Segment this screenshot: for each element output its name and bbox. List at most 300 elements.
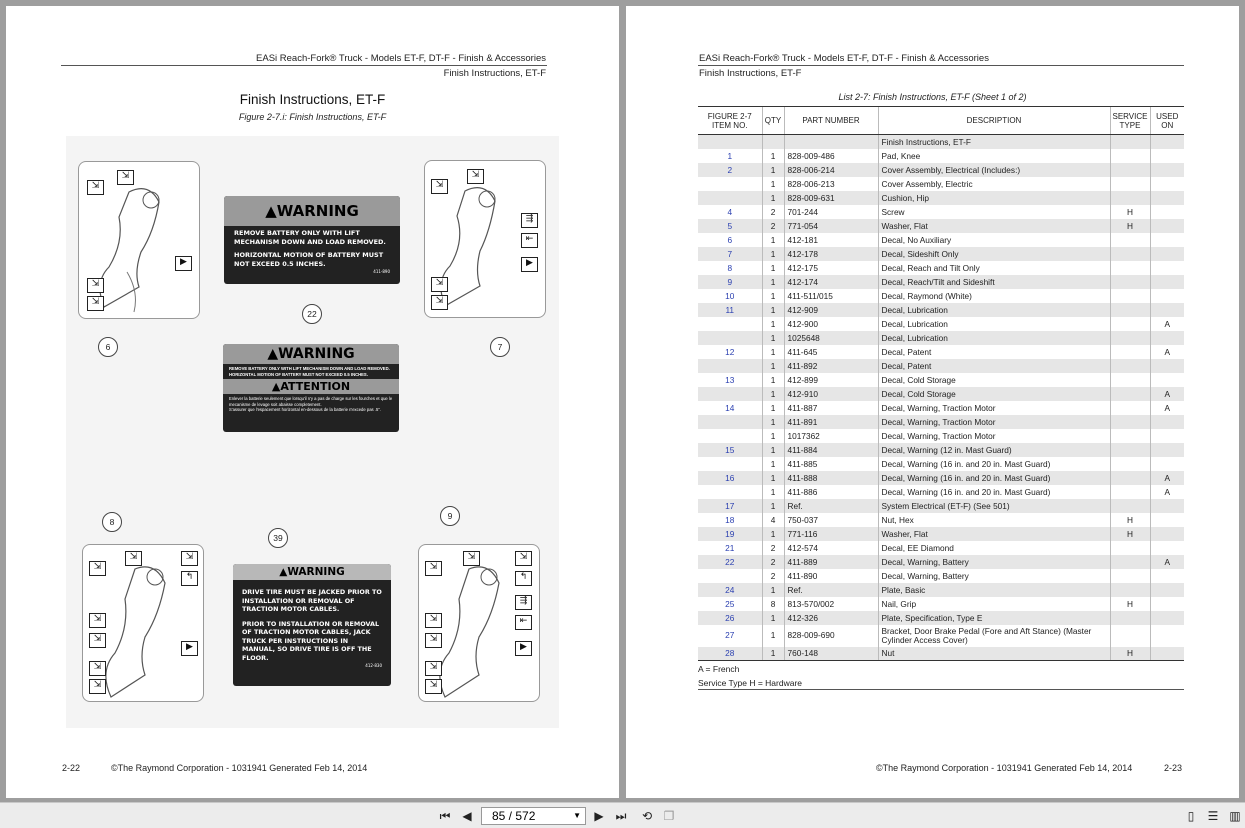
used-on-cell xyxy=(1150,647,1184,661)
table-row xyxy=(698,373,1184,387)
description-cell: Decal, Warning, Traction Motor xyxy=(878,401,1110,415)
table-row xyxy=(698,345,1184,359)
footnote-service-type: Service Type H = Hardware xyxy=(698,678,803,688)
decal-icon: ▶ xyxy=(521,257,538,272)
table-row xyxy=(698,647,1184,661)
item-no-cell xyxy=(698,191,762,205)
attention-heading: ▲ATTENTION xyxy=(223,379,399,394)
item-no-cell[interactable]: 1 xyxy=(727,150,733,161)
description-cell: Plate, Basic xyxy=(878,583,1110,597)
truck-view-bottom-left xyxy=(82,544,204,702)
description-cell: Decal, Reach and Tilt Only xyxy=(878,261,1110,275)
table-row xyxy=(698,555,1184,569)
decal-icon: ⇲ xyxy=(515,551,532,566)
figure-caption: Figure 2-7.i: Finish Instructions, ET-F xyxy=(238,112,387,122)
qty-cell: 2 xyxy=(762,541,784,555)
header-line1: EASi Reach-Fork® Truck - Models ET-F, DT-F - Finish & Accessories xyxy=(699,53,989,64)
header-line2: Finish Instructions, ET-F xyxy=(699,68,802,79)
qty-cell: 1 xyxy=(762,625,784,647)
item-no-cell[interactable]: 18 xyxy=(725,514,735,525)
callout-8: 8 xyxy=(102,512,122,532)
qty-cell: 1 xyxy=(762,457,784,471)
used-on-cell xyxy=(1150,597,1184,611)
warning-text: PRIOR TO INSTALLATION OR REMOVAL OF TRACTION MOTOR CABLES, JACK TRUCK PER INSTRUCTIONS IN MANUAL, SO DRIVE TIRE IS OFF THE FLOOR. xyxy=(242,619,380,662)
description-cell: Washer, Flat xyxy=(878,527,1110,541)
item-no-cell[interactable]: 14 xyxy=(725,402,735,413)
description-cell: Cover Assembly, Electrical (Includes:) xyxy=(878,163,1110,177)
part-number-cell: 412-909 xyxy=(784,303,878,317)
truck-view-top-right xyxy=(424,160,546,318)
part-number-cell: 411-889 xyxy=(784,555,878,569)
item-no-cell[interactable]: 19 xyxy=(698,527,762,541)
used-on-cell xyxy=(1150,415,1184,429)
description-cell: Nail, Grip xyxy=(878,597,1110,611)
description-cell: Nut xyxy=(878,647,1110,661)
decal-icon: ⇤ xyxy=(521,233,538,248)
warning-decal-2 xyxy=(223,344,399,432)
decal-icon: ⇲ xyxy=(89,679,106,694)
qty-cell: 1 xyxy=(762,611,784,625)
decal-icon: ⇲ xyxy=(89,613,106,628)
used-on-cell: A xyxy=(1150,471,1184,485)
service-type-cell xyxy=(1110,499,1150,513)
table-row xyxy=(698,625,1184,647)
decal-icon: ⇲ xyxy=(87,278,104,293)
table-row xyxy=(698,387,1184,401)
used-on-cell xyxy=(1150,233,1184,247)
description-cell: Decal, Cold Storage xyxy=(878,387,1110,401)
service-type-cell xyxy=(1110,387,1150,401)
item-no-cell[interactable]: 17 xyxy=(698,499,762,513)
prev-page-icon[interactable]: ◀ xyxy=(462,809,472,823)
description-cell: Decal, Warning (16 in. and 20 in. Mast Guard) xyxy=(878,457,1110,471)
description-cell: Decal, No Auxiliary xyxy=(878,233,1110,247)
truck-view-top-left xyxy=(78,161,200,319)
first-page-icon[interactable]: ⏮ xyxy=(439,809,451,823)
table-row xyxy=(698,275,1184,289)
column-header: DESCRIPTION xyxy=(878,107,1110,135)
table-row xyxy=(698,527,1184,541)
qty-cell: 1 xyxy=(762,471,784,485)
callout-22: 22 xyxy=(302,304,322,324)
warning-text: REMOVE BATTERY ONLY WITH LIFT MECHANISM DOWN AND LOAD REMOVED. xyxy=(229,366,390,371)
item-no-cell[interactable]: 28 xyxy=(698,647,762,661)
item-no-cell[interactable]: 25 xyxy=(725,598,735,609)
used-on-cell: A xyxy=(1150,345,1184,359)
used-on-cell xyxy=(1150,331,1184,345)
decal-icon: ⇲ xyxy=(89,633,106,648)
decal-icon: ⇲ xyxy=(89,661,106,676)
used-on-cell xyxy=(1150,513,1184,527)
service-type-cell xyxy=(1110,429,1150,443)
used-on-cell xyxy=(1150,149,1184,163)
part-number-cell: 828-009-631 xyxy=(784,191,878,205)
warning-heading: ▲WARNING xyxy=(224,196,400,226)
item-no-cell xyxy=(698,429,762,443)
warning-text: HORIZONTAL MOTION OF BATTERY MUST NOT EXCEED 0.5 INCHES. xyxy=(229,371,368,377)
used-on-cell xyxy=(1150,625,1184,647)
last-page-icon[interactable]: ⏭ xyxy=(615,809,627,823)
table-row xyxy=(698,359,1184,373)
item-no-cell[interactable]: 24 xyxy=(698,583,762,597)
qty-cell: 1 xyxy=(762,359,784,373)
description-cell: Decal, Warning, Traction Motor xyxy=(878,415,1110,429)
page-indicator: 85 / 572 xyxy=(492,809,536,823)
item-no-cell[interactable]: 8 xyxy=(727,262,733,273)
right-page xyxy=(626,6,1239,798)
used-on-cell xyxy=(1150,457,1184,471)
qty-cell: 1 xyxy=(762,331,784,345)
table-row xyxy=(698,205,1184,219)
qty-cell: 1 xyxy=(762,345,784,359)
table-row xyxy=(698,149,1184,163)
qty-cell: 4 xyxy=(762,513,784,527)
part-number-cell: 771-116 xyxy=(784,527,878,541)
part-number-cell: Ref. xyxy=(784,583,878,597)
attention-text: Enlever la batterie seulement que lorsqu'il n'y a pas de charge sur les fourches et que le mecanisme de levage soit abaisse completement. xyxy=(229,396,393,407)
continuous-view-icon[interactable]: ☰ xyxy=(1207,809,1219,823)
decal-code: 412-830 xyxy=(365,663,382,668)
callout-6: 6 xyxy=(98,337,118,357)
description-cell: Decal, Warning (12 in. Mast Guard) xyxy=(878,443,1110,457)
description-cell: Screw xyxy=(878,205,1110,219)
decal-icon: ⇲ xyxy=(125,551,142,566)
page-number: 2-22 xyxy=(62,763,81,773)
description-cell: Decal, Warning, Traction Motor xyxy=(878,429,1110,443)
part-number-cell: 411-888 xyxy=(784,471,878,485)
decal-icon: ⇲ xyxy=(87,296,104,311)
used-on-cell xyxy=(1150,569,1184,583)
used-on-cell xyxy=(1150,429,1184,443)
qty-cell: 1 xyxy=(762,415,784,429)
item-no-cell[interactable]: 10 xyxy=(725,290,735,301)
table-row xyxy=(698,331,1184,345)
used-on-cell: A xyxy=(1150,387,1184,401)
item-no-cell[interactable]: 7 xyxy=(698,247,762,261)
qty-cell: 2 xyxy=(762,205,784,219)
service-type-cell xyxy=(1110,345,1150,359)
table-row xyxy=(698,317,1184,331)
table-row xyxy=(698,541,1184,555)
description-cell: Decal, Lubrication xyxy=(878,303,1110,317)
decal-icon: ⇲ xyxy=(117,170,134,185)
qty-cell: 1 xyxy=(762,373,784,387)
item-no-cell[interactable]: 2 xyxy=(698,163,762,177)
service-type-cell xyxy=(1110,149,1150,163)
footnote-rule xyxy=(698,689,1184,690)
decal-icon: ▶ xyxy=(175,256,192,271)
decal-icon: ↰ xyxy=(515,571,532,586)
decal-icon: ⇲ xyxy=(89,561,106,576)
page-title: Finish Instructions, ET-F xyxy=(239,92,386,107)
description-cell: Decal, Lubrication xyxy=(878,331,1110,345)
table-row xyxy=(698,247,1184,261)
next-page-icon[interactable]: ▶ xyxy=(594,809,604,823)
column-header: PART NUMBER xyxy=(784,107,878,135)
column-header: USED ON xyxy=(1150,107,1184,135)
table-row xyxy=(698,401,1184,415)
table-header-row xyxy=(698,107,1184,135)
part-number-cell: 828-006-213 xyxy=(784,177,878,191)
qty-cell: 1 xyxy=(762,303,784,317)
table-row xyxy=(698,569,1184,583)
service-type-cell xyxy=(1110,191,1150,205)
part-number-cell: 411-890 xyxy=(784,569,878,583)
item-no-cell[interactable]: 27 xyxy=(725,630,735,640)
decal-code: 411-890 xyxy=(373,269,390,274)
part-number-cell: 412-900 xyxy=(784,317,878,331)
used-on-cell xyxy=(1150,177,1184,191)
part-number-cell: 411-887 xyxy=(784,401,878,415)
part-number-cell: 412-178 xyxy=(784,247,878,261)
part-number-cell: 412-910 xyxy=(784,387,878,401)
table-row xyxy=(698,583,1184,597)
service-type-cell: H xyxy=(1110,527,1150,541)
viewer-toolbar xyxy=(0,802,1245,828)
item-no-cell[interactable]: 6 xyxy=(727,234,733,245)
description-cell: Cover Assembly, Electric xyxy=(878,177,1110,191)
service-type-cell xyxy=(1110,233,1150,247)
item-no-cell[interactable]: 12 xyxy=(725,346,735,357)
used-on-cell xyxy=(1150,191,1184,205)
decal-icon: ▶ xyxy=(181,641,198,656)
used-on-cell xyxy=(1150,135,1184,149)
page-footer: ©The Raymond Corporation - 1031941 Generated Feb 14, 2014 xyxy=(111,763,368,773)
item-no-cell xyxy=(698,331,762,345)
header-line1: EASi Reach-Fork® Truck - Models ET-F, DT-F - Finish & Accessories xyxy=(256,53,546,64)
qty-cell: 1 xyxy=(762,317,784,331)
callout-7: 7 xyxy=(490,337,510,357)
description-cell: System Electrical (ET-F) (See 501) xyxy=(878,499,1110,513)
item-no-cell[interactable]: 26 xyxy=(698,611,762,625)
description-cell: Finish Instructions, ET-F xyxy=(878,135,1110,149)
used-on-cell: A xyxy=(1150,317,1184,331)
column-header: SERVICE TYPE xyxy=(1110,107,1150,135)
part-number-cell: 411-885 xyxy=(784,457,878,471)
part-number-cell: 1017362 xyxy=(784,429,878,443)
description-cell: Decal, Reach/Tilt and Sideshift xyxy=(878,275,1110,289)
item-no-cell[interactable]: 5 xyxy=(698,219,762,233)
used-on-cell: A xyxy=(1150,485,1184,499)
item-no-cell[interactable]: 9 xyxy=(698,275,762,289)
part-number-cell: 411-884 xyxy=(784,443,878,457)
description-cell: Decal, Warning (16 in. and 20 in. Mast Guard) xyxy=(878,471,1110,485)
table-row xyxy=(698,499,1184,513)
decal-icon: ⇲ xyxy=(431,277,448,292)
used-on-cell xyxy=(1150,443,1184,457)
attention-text: S'assurer que l'espacement horizontal en-dessous de la batterie n'excede pas .5". xyxy=(229,407,381,412)
used-on-cell xyxy=(1150,373,1184,387)
page-number: 2-23 xyxy=(1164,763,1183,773)
decal-icon: ⇲ xyxy=(431,179,448,194)
part-number-cell: 701-244 xyxy=(784,205,878,219)
decal-icon: ⇶ xyxy=(521,213,538,228)
footnote-french: A = French xyxy=(698,664,740,674)
table-row xyxy=(698,429,1184,443)
item-no-cell xyxy=(698,415,762,429)
description-cell: Decal, Sideshift Only xyxy=(878,247,1110,261)
service-type-cell xyxy=(1110,611,1150,625)
item-no-cell[interactable]: 22 xyxy=(698,555,762,569)
decal-icon: ↰ xyxy=(181,571,198,586)
decal-icon: ⇲ xyxy=(425,633,442,648)
service-type-cell xyxy=(1110,555,1150,569)
warning-heading: ▲WARNING xyxy=(233,564,391,580)
used-on-cell: A xyxy=(1150,555,1184,569)
part-number-cell: 760-148 xyxy=(784,647,878,661)
description-cell: Decal, Cold Storage xyxy=(878,373,1110,387)
part-number-cell: 411-511/015 xyxy=(784,289,878,303)
list-title: List 2-7: Finish Instructions, ET-F (Sheet 1 of 2) xyxy=(838,92,1027,102)
decal-icon: ⇲ xyxy=(87,180,104,195)
two-page-icon[interactable]: ❐ xyxy=(663,809,675,823)
item-no-cell xyxy=(698,135,762,149)
qty-cell: 1 xyxy=(762,647,784,661)
qty-cell: 2 xyxy=(762,555,784,569)
part-number-cell: 411-891 xyxy=(784,415,878,429)
facing-view-icon[interactable]: ▥ xyxy=(1229,809,1241,823)
decal-icon: ⇲ xyxy=(425,561,442,576)
qty-cell: 2 xyxy=(762,219,784,233)
page-number-field[interactable] xyxy=(481,807,586,825)
rotate-icon[interactable]: ⟲ xyxy=(641,809,653,823)
table-row xyxy=(698,219,1184,233)
page-footer: ©The Raymond Corporation - 1031941 Generated Feb 14, 2014 xyxy=(876,763,1133,773)
used-on-cell xyxy=(1150,275,1184,289)
qty-cell: 1 xyxy=(762,429,784,443)
truck-view-bottom-right xyxy=(418,544,540,702)
description-cell: Decal, Warning (16 in. and 20 in. Mast Guard) xyxy=(878,485,1110,499)
decal-icon: ▶ xyxy=(515,641,532,656)
decal-icon: ⇲ xyxy=(463,551,480,566)
table-row xyxy=(698,513,1184,527)
description-cell: Pad, Knee xyxy=(878,149,1110,163)
service-type-cell xyxy=(1110,289,1150,303)
table-row xyxy=(698,289,1184,303)
description-cell: Bracket, Door Brake Pedal (Fore and Aft Stance) (Master Cylinder Access Cover) xyxy=(878,625,1110,647)
qty-cell: 1 xyxy=(762,289,784,303)
item-no-cell xyxy=(698,387,762,401)
item-no-cell xyxy=(698,485,762,499)
callout-39: 39 xyxy=(268,528,288,548)
table-row xyxy=(698,191,1184,205)
column-header: FIGURE 2-7 ITEM NO. xyxy=(698,107,762,135)
service-type-cell xyxy=(1110,485,1150,499)
description-cell: Decal, Warning, Battery xyxy=(878,569,1110,583)
service-type-cell xyxy=(1110,303,1150,317)
service-type-cell xyxy=(1110,569,1150,583)
service-type-cell xyxy=(1110,443,1150,457)
description-cell: Decal, Lubrication xyxy=(878,317,1110,331)
table-row xyxy=(698,443,1184,457)
qty-cell: 1 xyxy=(762,527,784,541)
decal-icon: ⇲ xyxy=(425,679,442,694)
part-number-cell: 828-009-486 xyxy=(784,149,878,163)
callout-9: 9 xyxy=(440,506,460,526)
item-no-cell[interactable]: 21 xyxy=(725,542,735,553)
table-row xyxy=(698,457,1184,471)
service-type-cell: H xyxy=(1110,513,1150,527)
warning-text: DRIVE TIRE MUST BE JACKED PRIOR TO INSTALLATION OR REMOVAL OF TRACTION MOTOR CABLES. xyxy=(242,588,382,613)
table-row xyxy=(698,163,1184,177)
qty-cell: 1 xyxy=(762,387,784,401)
used-on-cell xyxy=(1150,303,1184,317)
header-line2: Finish Instructions, ET-F xyxy=(443,68,546,79)
qty-cell: 1 xyxy=(762,191,784,205)
table-row xyxy=(698,611,1184,625)
used-on-cell xyxy=(1150,163,1184,177)
qty-cell: 1 xyxy=(762,583,784,597)
qty-cell: 1 xyxy=(762,247,784,261)
table-row xyxy=(698,177,1184,191)
used-on-cell xyxy=(1150,541,1184,555)
service-type-cell xyxy=(1110,177,1150,191)
part-number-cell: 412-574 xyxy=(784,541,878,555)
decal-icon: ⇲ xyxy=(425,661,442,676)
decal-icon: ⇲ xyxy=(425,613,442,628)
qty-cell: 1 xyxy=(762,149,784,163)
used-on-cell xyxy=(1150,527,1184,541)
item-no-cell[interactable]: 16 xyxy=(698,471,762,485)
part-number-cell: Ref. xyxy=(784,499,878,513)
qty-cell: 1 xyxy=(762,485,784,499)
warning-heading: ▲WARNING xyxy=(223,344,399,364)
description-cell: Cushion, Hip xyxy=(878,191,1110,205)
table-row xyxy=(698,233,1184,247)
part-number-cell: 412-181 xyxy=(784,233,878,247)
service-type-cell xyxy=(1110,541,1150,555)
table-row xyxy=(698,485,1184,499)
description-cell: Nut, Hex xyxy=(878,513,1110,527)
item-no-cell[interactable]: 11 xyxy=(698,303,762,317)
description-cell: Decal, EE Diamond xyxy=(878,541,1110,555)
qty-cell: 1 xyxy=(762,499,784,513)
qty-cell: 1 xyxy=(762,233,784,247)
part-number-cell: 412-174 xyxy=(784,275,878,289)
description-cell: Decal, Warning, Battery xyxy=(878,555,1110,569)
chevron-down-icon[interactable]: ▼ xyxy=(573,811,581,820)
service-type-cell xyxy=(1110,261,1150,275)
part-number-cell: 1025648 xyxy=(784,331,878,345)
used-on-cell xyxy=(1150,261,1184,275)
part-number-cell: 412-899 xyxy=(784,373,878,387)
service-type-cell: H xyxy=(1110,597,1150,611)
service-type-cell xyxy=(1110,415,1150,429)
used-on-cell xyxy=(1150,359,1184,373)
parts-table-body xyxy=(698,135,1184,661)
decal-icon: ⇶ xyxy=(515,595,532,610)
qty-cell: 1 xyxy=(762,443,784,457)
part-number-cell: 813-570/002 xyxy=(784,597,878,611)
table-row xyxy=(698,135,1184,149)
part-number-cell: 828-009-690 xyxy=(784,625,878,647)
part-number-cell xyxy=(784,135,878,149)
item-no-cell[interactable]: 13 xyxy=(725,374,735,385)
service-type-cell xyxy=(1110,583,1150,597)
single-page-view-icon[interactable]: ▯ xyxy=(1187,809,1195,823)
service-type-cell xyxy=(1110,625,1150,647)
used-on-cell xyxy=(1150,611,1184,625)
used-on-cell xyxy=(1150,219,1184,233)
item-no-cell[interactable]: 15 xyxy=(698,443,762,457)
warning-text: HORIZONTAL MOTION OF BATTERY MUST NOT EXCEED 0.5 INCHES. xyxy=(234,251,384,268)
service-type-cell xyxy=(1110,359,1150,373)
description-cell: Decal, Patent xyxy=(878,359,1110,373)
decal-icon: ⇲ xyxy=(181,551,198,566)
column-header: QTY xyxy=(762,107,784,135)
item-no-cell[interactable]: 4 xyxy=(727,206,733,217)
service-type-cell xyxy=(1110,471,1150,485)
